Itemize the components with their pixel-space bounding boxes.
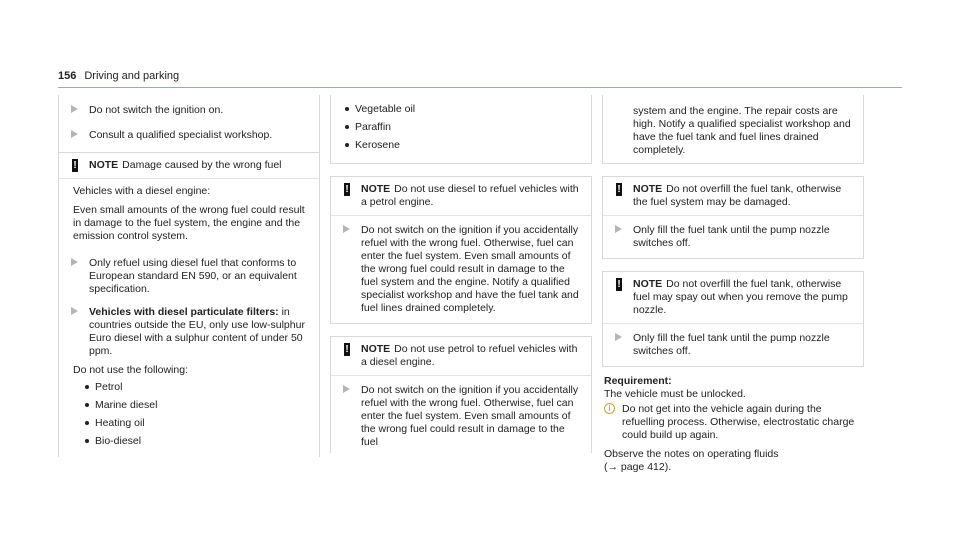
info-note <box>604 403 864 442</box>
action-step <box>59 95 319 121</box>
note-header <box>331 177 591 216</box>
warning-icon: ! <box>345 184 349 195</box>
note-box <box>602 271 864 367</box>
note-title: NOTE <box>633 278 663 290</box>
note-headline: Damage caused by the wrong fuel <box>122 159 282 171</box>
page-number: 156 <box>58 70 77 82</box>
step-text: Only fill the fuel tank until the pump nozzle switches off. <box>633 332 830 357</box>
requirement-text: The vehicle must be unlocked. <box>604 388 746 400</box>
action-step <box>331 376 591 453</box>
note-paragraph: Even small amounts of the wrong fuel could result in damage to the fuel system, the engine and the emission control system. <box>73 204 305 242</box>
action-step <box>59 121 319 152</box>
arrow-icon <box>71 307 78 315</box>
note-title: NOTE <box>89 159 119 171</box>
continued-text: system and the engine. The repair costs are high. Notify a qualified specialist workshop and have the fuel tank and fuel lines drained completely. <box>633 105 851 156</box>
note-paragraph: Vehicles with a diesel engine: <box>73 185 211 197</box>
note-box <box>58 152 320 457</box>
step-text: Only refuel using diesel fuel that conforms to European standard EN 590, or an equivalent specification. <box>89 257 297 295</box>
list-item: Paraffin <box>345 121 583 134</box>
note-box <box>330 336 592 453</box>
action-step <box>603 324 863 366</box>
warning-icon: ! <box>73 160 77 171</box>
list-item: Petrol <box>85 381 311 394</box>
note-body <box>59 179 319 253</box>
note-box <box>330 176 592 324</box>
note-header <box>331 337 591 376</box>
arrow-icon <box>71 130 78 138</box>
steps-box <box>58 95 320 152</box>
note-box <box>602 176 864 259</box>
step-bold-text: Vehicles with diesel particulate filters: <box>89 306 279 318</box>
header-divider <box>58 87 902 88</box>
list-item: Bio-diesel <box>85 435 311 448</box>
note-header <box>603 177 863 216</box>
list-box <box>330 95 592 164</box>
column-1 <box>58 95 320 457</box>
step-text: Do not switch on the ignition if you accidentally refuel with the wrong fuel. Otherwise, fuel can enter the fuel system. Even small amounts of the wrong fuel could result in damage to the fuel <box>361 384 579 448</box>
step-text: Only fill the fuel tank until the pump nozzle switches off. <box>633 224 830 249</box>
note-body <box>59 362 319 457</box>
continued-box <box>602 95 864 164</box>
note-title: NOTE <box>361 183 391 195</box>
bullet-list <box>333 103 583 152</box>
bullet-list <box>73 381 311 448</box>
info-icon: i <box>604 403 615 414</box>
requirement-section <box>602 375 864 474</box>
page-header <box>58 70 179 83</box>
step-text: Consult a qualified specialist workshop. <box>89 129 273 141</box>
column-2 <box>330 95 592 453</box>
note-headline: Do not overfill the fuel tank, otherwise the fuel system may be damaged. <box>633 183 842 208</box>
action-step <box>59 253 319 300</box>
note-title: NOTE <box>361 343 391 355</box>
info-text: Do not get into the vehicle again during the refuelling process. Otherwise, electrostatic charge could build up again. <box>622 403 855 441</box>
note-headline: Do not overfill the fuel tank, otherwise fuel may spay out when you remove the pump nozzle. <box>633 278 848 316</box>
note-header <box>603 272 863 324</box>
note-paragraph: Do not use the following: <box>73 364 188 376</box>
step-text: Do not switch the ignition on. <box>89 104 224 116</box>
section-title: Driving and parking <box>84 70 180 82</box>
warning-icon: ! <box>345 344 349 355</box>
note-header <box>59 153 319 179</box>
note-headline: Do not use petrol to refuel vehicles with a diesel engine. <box>361 343 578 368</box>
arrow-icon <box>71 258 78 266</box>
observe-text: Observe the notes on operating fluids <box>604 448 779 460</box>
action-step <box>331 216 591 323</box>
warning-icon: ! <box>617 184 621 195</box>
step-text: Do not switch on the ignition if you accidentally refuel with the wrong fuel. Otherwise, fuel can enter the fuel system. Even small amounts of the wrong fuel could result in damage to the fuel system and the engine. Notify a qualified specialist workshop and have the fuel tank and fuel lines drained completely. <box>361 224 579 314</box>
list-item: Kerosene <box>345 139 583 152</box>
action-step <box>603 216 863 258</box>
column-3 <box>602 95 864 474</box>
note-title: NOTE <box>633 183 663 195</box>
list-item: Vegetable oil <box>345 103 583 116</box>
step-text: in countries outside the EU, only use low-sulphur Euro diesel with a sulphur content of under 50 ppm. <box>89 306 305 357</box>
arrow-icon <box>615 225 622 233</box>
action-step <box>59 300 319 362</box>
page-reference-link[interactable]: (→ page 412). <box>604 461 672 473</box>
list-item: Marine diesel <box>85 399 311 412</box>
requirement-label: Requirement: <box>604 375 672 387</box>
list-item: Heating oil <box>85 417 311 430</box>
arrow-icon <box>71 105 78 113</box>
arrow-icon <box>343 225 350 233</box>
arrow-icon <box>615 333 622 341</box>
arrow-icon <box>343 385 350 393</box>
note-headline: Do not use diesel to refuel vehicles with a petrol engine. <box>361 183 579 208</box>
warning-icon: ! <box>617 279 621 290</box>
